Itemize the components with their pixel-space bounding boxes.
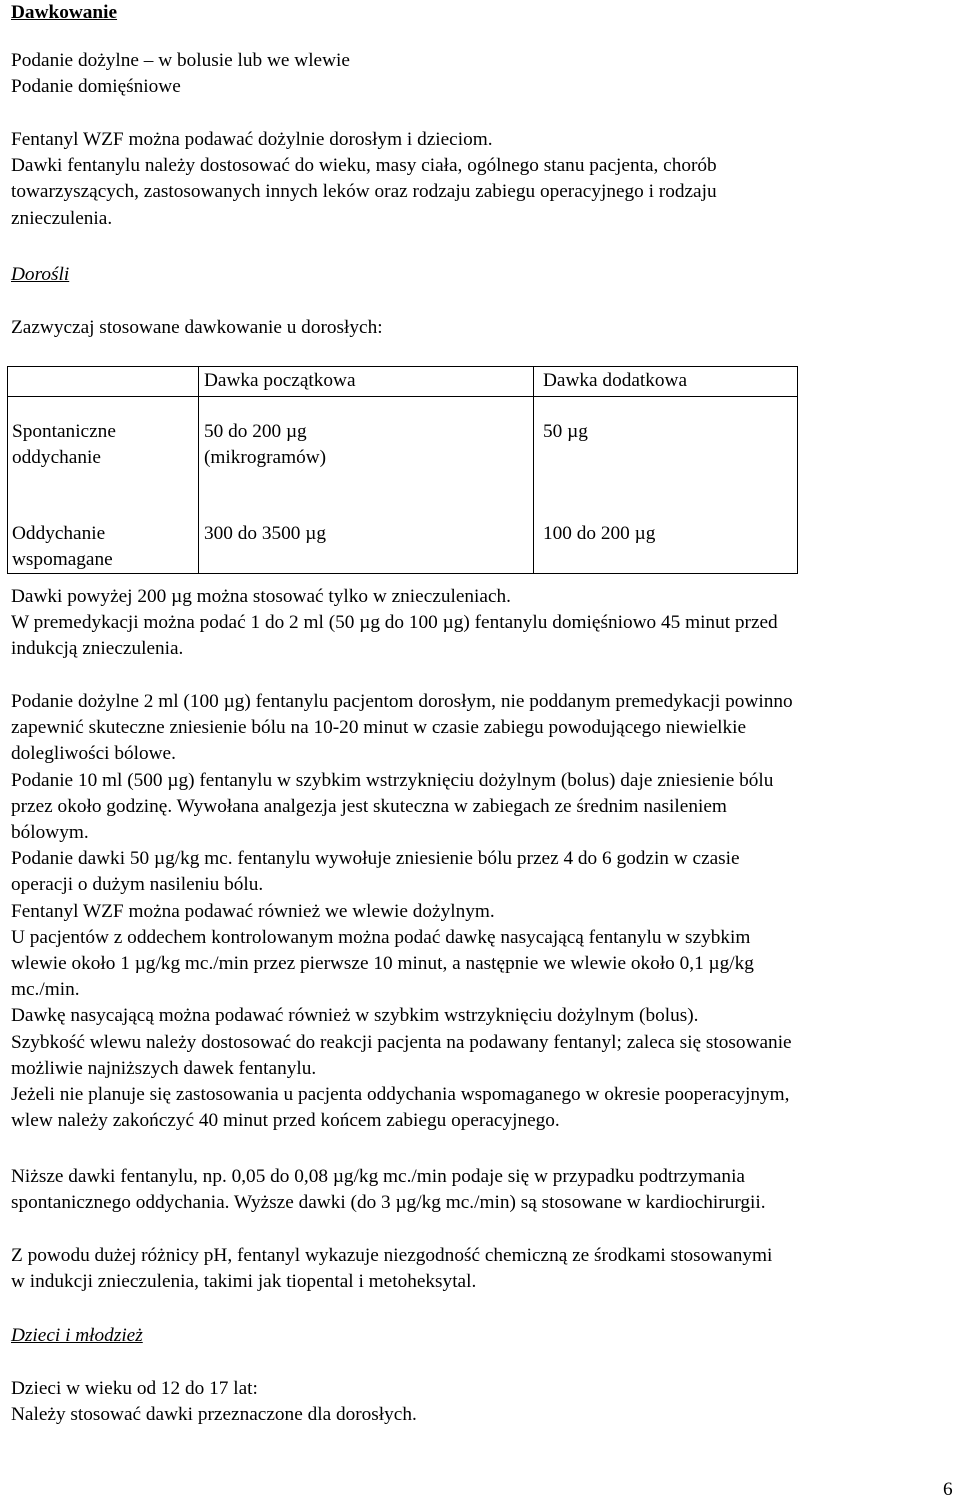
row-label-line: Oddychanie: [12, 523, 106, 544]
text-line: Szybkość wlewu należy dostosować do reakcji pacjenta na podawany fentanyl; zaleca się stosowanie: [11, 1031, 792, 1053]
row-label-line: wspomagane: [12, 549, 113, 571]
table-header-cell: Dawka początkowa: [199, 367, 534, 397]
text-line: towarzyszących, zastosowanych innych leków oraz rodzaju zabiegu operacyjnego i rodzaju: [11, 181, 717, 203]
initial-dose-line: (mikrogramów): [204, 447, 327, 469]
text-line: Dawki fentanylu należy dostosować do wieku, masy ciała, ogólnego stanu pacjenta, chorób: [11, 155, 717, 177]
text-line: Podanie dożylne 2 ml (100 µg) fentanylu pacjentom dorosłym, nie poddanym premedykacji powinno: [11, 691, 793, 712]
intro-paragraph: [11, 127, 946, 232]
text-line: indukcją znieczulenia.: [11, 638, 184, 660]
table-row: [8, 397, 798, 500]
text-line: Dawkę nasycającą można podawać również w szybkim wstrzyknięciu dożylnym (bolus).: [11, 1005, 699, 1027]
text-line: Należy stosować dawki przeznaczone dla dorosłych.: [11, 1404, 417, 1426]
text-line: U pacjentów z oddechem kontrolowanym można podać dawkę nasycającą fentanylu w szybkim: [11, 926, 751, 948]
text-line: spontanicznego oddychania. Wyższe dawki (do 3 µg/kg mc./min) są stosowane w kardiochirurgii.: [11, 1192, 766, 1214]
table-row: [8, 499, 798, 574]
additional-dose-cell: 100 do 200 µg: [543, 523, 656, 544]
route-line: Podanie domięśniowe: [11, 76, 181, 98]
row-label-cell: [8, 499, 199, 574]
row-label-cell: [8, 397, 199, 500]
dosage-table: [7, 366, 798, 574]
text-line: Fentanyl WZF można podawać dożylnie dorosłym i dzieciom.: [11, 129, 493, 150]
after-table-paragraph: [11, 584, 946, 663]
section-title: Dawkowanie: [11, 2, 118, 23]
text-line: możliwie najniższych dawek fentanylu.: [11, 1057, 317, 1079]
text-line: Fentanyl WZF można podawać również we wlewie dożylnym.: [11, 900, 495, 922]
text-line: wlew należy zakończyć 40 minut przed końcem zabiegu operacyjnego.: [11, 1110, 560, 1132]
text-line: wlewie około 1 µg/kg mc./min przez pierwsze 10 minut, a następnie we wlewie około 0,1 µg/kg: [11, 953, 754, 975]
details-paragraph: [11, 689, 946, 1134]
text-line: zapewnić skuteczne zniesienie bólu na 10-20 minut w czasie zabiegu powodującego niewielkie: [11, 717, 747, 739]
text-line: W premedykacji można podać 1 do 2 ml (50 µg do 100 µg) fentanylu domięśniowo 45 minut przed: [11, 612, 778, 634]
children-paragraph: [11, 1376, 946, 1428]
initial-dose-cell: [199, 499, 534, 574]
table-header-cell: Dawka dodatkowa: [534, 367, 798, 397]
initial-dose-cell: [199, 397, 534, 500]
initial-dose-line: 300 do 3500 µg: [204, 523, 326, 544]
table-header-cell: [8, 367, 199, 397]
table-header-row: [8, 367, 798, 397]
route-line: Podanie dożylne – w bolusie lub we wlewie: [11, 50, 350, 71]
row-label-line: oddychanie: [12, 447, 101, 469]
text-line: bólowym.: [11, 822, 89, 844]
lower-doses-paragraph: [11, 1164, 946, 1216]
children-heading: Dzieci i młodzież: [11, 1325, 143, 1346]
text-line: w indukcji znieczulenia, takimi jak tiopental i metoheksytal.: [11, 1271, 477, 1293]
ph-note-paragraph: [11, 1243, 946, 1295]
row-label-line: Spontaniczne: [12, 421, 116, 442]
text-line: Z powodu dużej różnicy pH, fentanyl wykazuje niezgodność chemiczną ze środkami stosowanymi: [11, 1245, 773, 1266]
table-caption: Zazwyczaj stosowane dawkowanie u dorosłych:: [11, 317, 383, 338]
text-line: Podanie dawki 50 µg/kg mc. fentanylu wywołuje zniesienie bólu przez 4 do 6 godzin w czasie: [11, 848, 740, 870]
text-line: Dzieci w wieku od 12 do 17 lat:: [11, 1378, 258, 1399]
routes-block: [11, 48, 946, 100]
text-line: dolegliwości bólowe.: [11, 743, 176, 765]
page-number: 6: [943, 1479, 953, 1500]
text-line: operacji o dużym nasileniu bólu.: [11, 874, 264, 896]
initial-dose-line: 50 do 200 µg: [204, 421, 307, 442]
text-line: Jeżeli nie planuje się zastosowania u pacjenta oddychania wspomaganego w okresie pooperacyjnym,: [11, 1084, 790, 1106]
adults-heading: Dorośli: [11, 264, 70, 285]
text-line: Dawki powyżej 200 µg można stosować tylko w znieczuleniach.: [11, 586, 511, 607]
additional-dose-cell: 50 µg: [543, 421, 588, 442]
text-line: Podanie 10 ml (500 µg) fentanylu w szybkim wstrzyknięciu dożylnym (bolus) daje zniesienie bólu: [11, 769, 774, 791]
text-line: Niższe dawki fentanylu, np. 0,05 do 0,08 µg/kg mc./min podaje się w przypadku podtrzymania: [11, 1166, 745, 1187]
text-line: znieczulenia.: [11, 207, 113, 229]
text-line: mc./min.: [11, 979, 80, 1001]
text-line: przez około godzinę. Wywołana analgezja jest skuteczna w zabiegach ze średnim nasileniem: [11, 795, 727, 817]
